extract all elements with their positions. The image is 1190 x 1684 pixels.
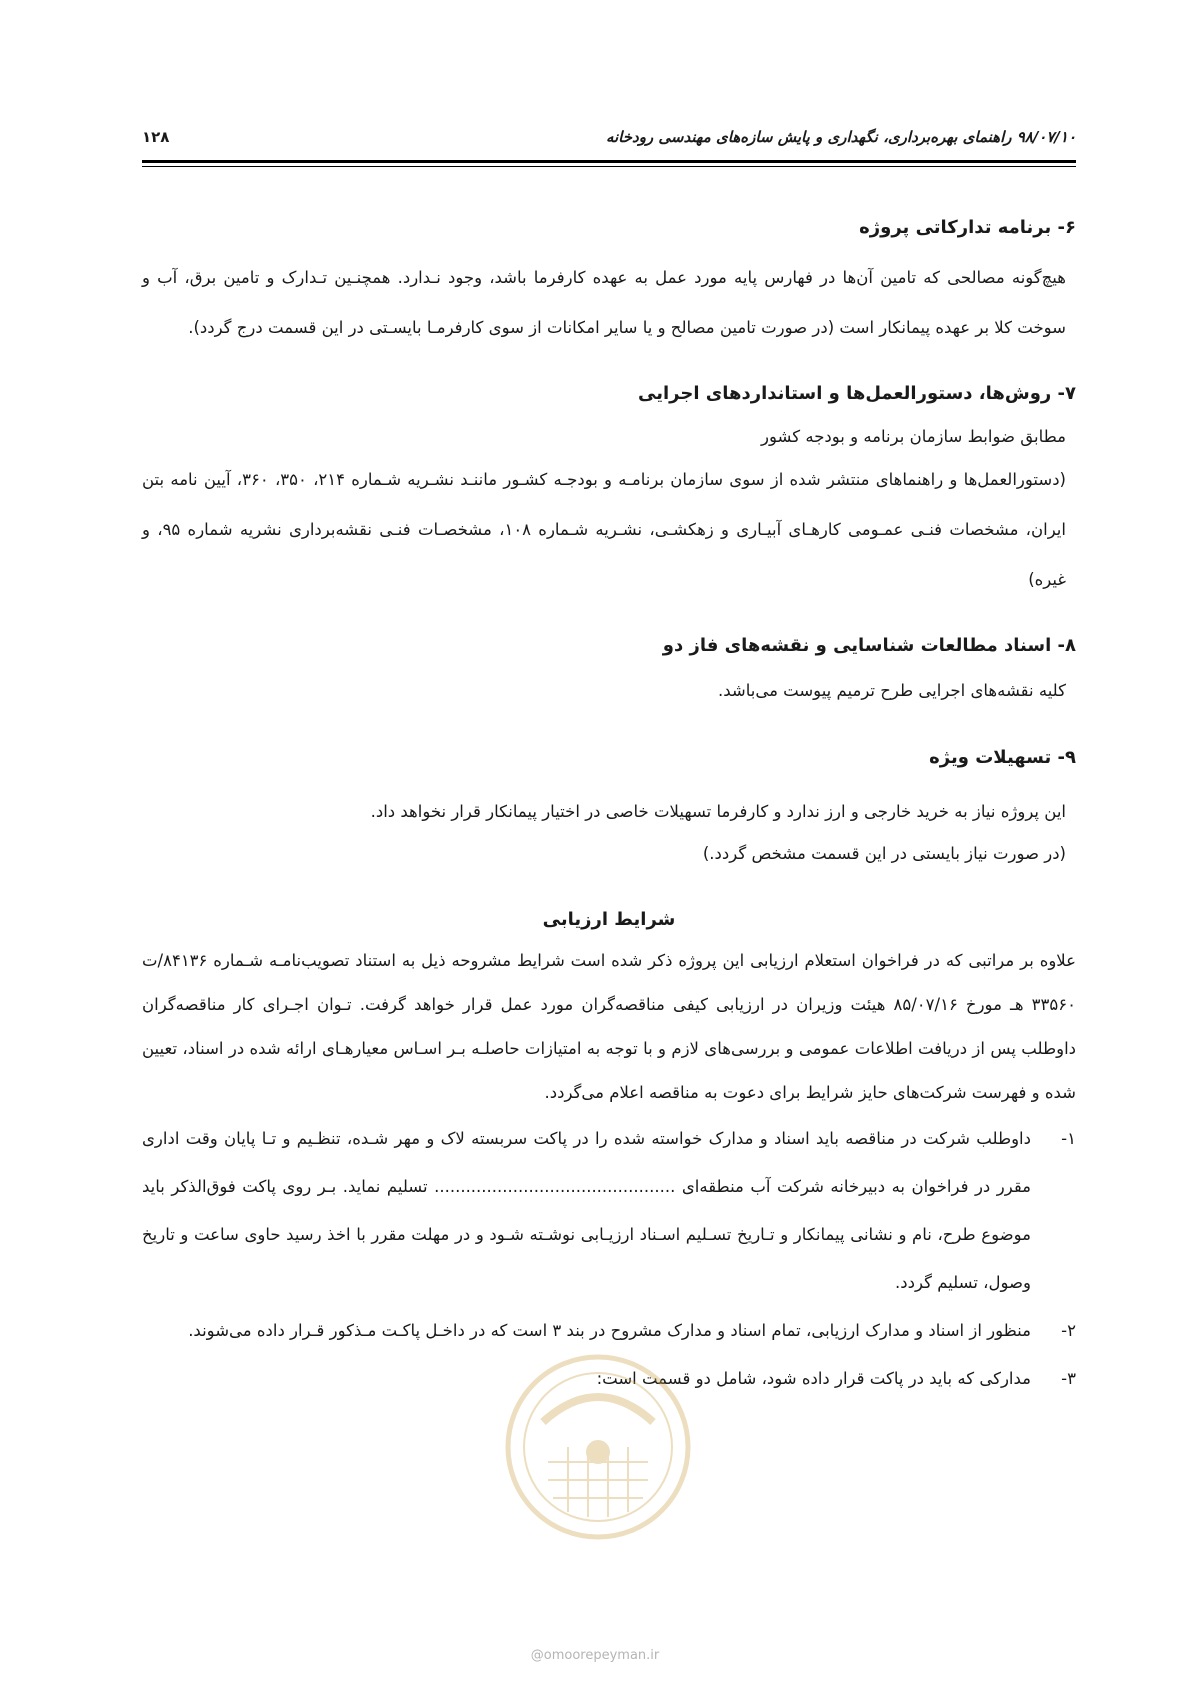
section-6 xyxy=(142,213,1076,353)
section-9-heading: ۹- تسهیلات ویژه xyxy=(929,747,1076,768)
section-8 xyxy=(142,631,1076,711)
section-7-line2: (دستورالعمل‌ها و راهنماهای منتشر شده از سوی سازمان برنامـه و بودجـه کشـور ماننـد نشـریه شـماره ۲۱۴، ۳۵۰، ۳۶۰، آیین نامه بتن ایران، مشخصات فنـی عمـومی کارهـای آبیـاری و زهکشـی، نشـریه شـماره ۱۰۸، مشخصـات فنـی نقشه‌برداری نشریه شماره ۹۵، و غیره) xyxy=(142,470,1066,589)
evaluation-title: شرایط ارزیابی xyxy=(542,909,676,930)
section-9 xyxy=(142,743,1076,875)
evaluation-intro: علاوه بر مراتبی که در فراخوان استعلام ارزیابی این پروژه ذکر شده است شرایط مشروحه ذیل به استناد تصویب‌نامـه شـماره ۸۴۱۳۶/ت ۳۳۵۶۰ هـ مورخ ۸۵/۰۷/۱۶ هیئت وزیران در ارزیابی کیفی مناقصه‌گران مورد عمل قرار خواهد گرفت. تـوان اجـرای کار مناقصه‌گران داوطلب پس از دریافت اطلاعات عمومی و بررسی‌های لازم و با توجه به امتیازات حاصلـه بـر اسـاس معیارهـای ارائه شده در اسناد، تعیین شده و فهرست شرکت‌های حایز شرایط برای دعوت به مناقصه اعلام می‌گردد. xyxy=(142,951,1076,1102)
section-7 xyxy=(142,379,1076,605)
page-number: ۱۲۸ xyxy=(142,128,170,146)
section-8-heading: ۸- اسناد مطالعات شناسایی و نقشه‌های فاز دو xyxy=(662,635,1076,656)
running-header xyxy=(142,128,1076,150)
list-item-text-cont: تسلیم نماید. بـر روی پاکت فوق‌الذکر باید موضوع طرح، نام و نشانی پیمانکار و تـاریخ تسـلیم اسـناد ارزیـابی نوشـته شـود و در مهلت مقرر با اخذ رسید حاوی ساعت و تاریخ وصول، تسلیم گردد. xyxy=(142,1177,1031,1292)
list-item-number: ۳- xyxy=(1061,1369,1076,1388)
list-item-number: ۲- xyxy=(1061,1321,1076,1340)
header-rule-thick xyxy=(142,160,1076,163)
section-9-line1: این پروژه نیاز به خرید خارجی و ارز ندارد و کارفرما تسهیلات خاصی در اختیار پیمانکار قرار نخواهد داد. xyxy=(370,802,1066,821)
list-item xyxy=(142,1115,1076,1307)
list-item-text: داوطلب شرکت در مناقصه باید اسناد و مدارک خواسته شده را در پاکت سربسته لاک و مهر شـده، تنظـیم و تـا پایان وقت اداری مقرر در فراخوان به دبیرخانه شرکت آب منطقه‌ای xyxy=(142,1129,1032,1196)
watermark-url: @omoorepeyman.ir xyxy=(530,1648,660,1663)
section-9-line2: (در صورت نیاز بایستی در این قسمت مشخص گردد.) xyxy=(702,844,1066,863)
section-6-heading: ۶- برنامه تدارکاتی پروژه xyxy=(859,217,1076,238)
list-item xyxy=(142,1307,1076,1355)
header-title: ۹۸/۰۷/۱۰ راهنمای بهره‌برداری، نگهداری و پایش سازه‌های مهندسی رودخانه xyxy=(605,128,1076,146)
section-7-line1: مطابق ضوابط سازمان برنامه و بودجه کشور xyxy=(761,427,1066,446)
header-rule-thin xyxy=(142,166,1076,167)
section-7-heading: ۷- روش‌ها، دستورالعمل‌ها و استانداردهای اجرایی xyxy=(638,383,1076,404)
list-item-text: منظور از اسناد و مدارک ارزیابی، تمام اسناد و مدارک مشروح در بند ۳ است که در داخـل پاکـت مـذکور قـرار داده می‌شوند. xyxy=(188,1321,1031,1340)
watermark-logo-icon xyxy=(503,1352,693,1542)
list-item-text: مدارکی که باید در پاکت قرار داده شود، شامل دو قسمت است: xyxy=(596,1369,1031,1388)
list-item-number: ۱- xyxy=(1061,1129,1076,1148)
page-body xyxy=(142,213,1076,1403)
section-8-body: کلیه نقشه‌های اجرایی طرح ترمیم پیوست می‌باشد. xyxy=(717,681,1066,700)
section-6-body: هیچ‌گونه مصالحی که تامین آن‌ها در فهارس پایه مورد عمل به عهده کارفرما باشد، وجود نـدارد. همچنـین تـدارک و تامین برق، آب و سوخت کلا بر عهده پیمانکار است (در صورت تامین مصالح و یا سایر امکانات از سوی کارفرمـا بایسـتی در این قسمت درج گردد). xyxy=(142,268,1066,337)
blank-fill-line: .............................................. xyxy=(434,1177,676,1196)
